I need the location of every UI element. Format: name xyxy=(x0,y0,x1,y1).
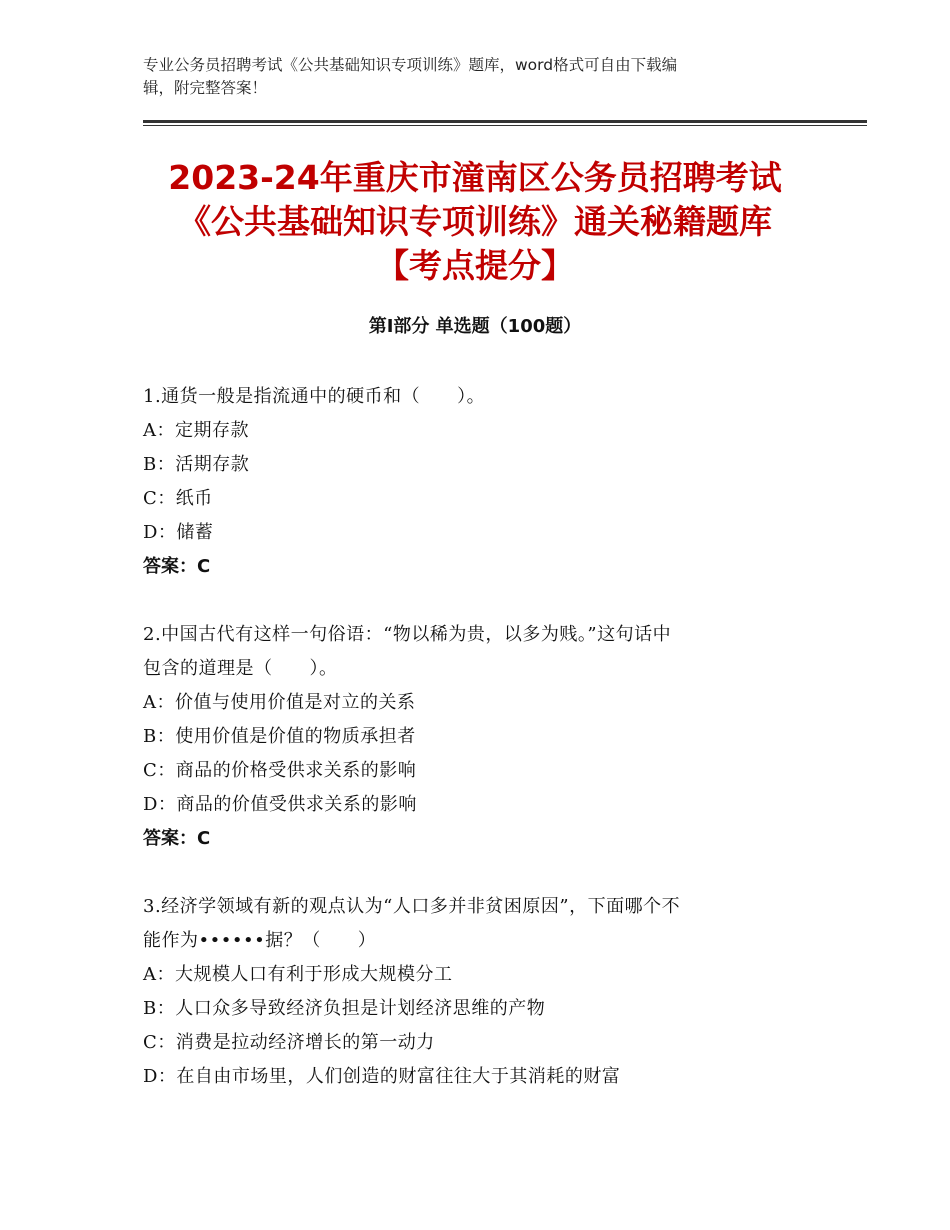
option-a: A：大规模人口有利于形成大规模分工 xyxy=(143,964,453,985)
option-d: D：在自由市场里，人们创造的财富往往大于其消耗的财富 xyxy=(143,1066,621,1087)
question-text-continued: 能作为••••••据？（ ） xyxy=(143,930,377,951)
option-b: B：使用价值是价值的物质承担者 xyxy=(143,726,416,747)
option-d: D：储蓄 xyxy=(143,522,214,543)
question-text: 2.中国古代有这样一句俗语：“物以稀为贵，以多为贱。”这句话中 xyxy=(143,624,672,645)
header-rule-thick xyxy=(143,120,867,123)
question-text: 3.经济学领域有新的观点认为“人口多并非贫困原因”，下面哪个不 xyxy=(143,896,681,917)
question-1 xyxy=(143,380,803,584)
document-title xyxy=(100,156,850,288)
option-b: B：活期存款 xyxy=(143,454,250,475)
option-d: D：商品的价值受供求关系的影响 xyxy=(143,794,417,815)
header-note-line-2: 辑，附完整答案！ xyxy=(143,79,268,97)
question-spacer xyxy=(143,584,803,618)
question-2 xyxy=(143,618,803,856)
option-a: A：价值与使用价值是对立的关系 xyxy=(143,692,416,713)
header-rule-thin xyxy=(143,125,867,126)
question-list xyxy=(143,380,803,1094)
document-title-line-1: 2023-24年重庆市潼南区公务员招聘考试 xyxy=(168,158,782,197)
question-spacer xyxy=(143,856,803,890)
option-b: B：人口众多导致经济负担是计划经济思维的产物 xyxy=(143,998,546,1019)
document-title-line-2: 《公共基础知识专项训练》通关秘籍题库 xyxy=(178,202,772,241)
question-3 xyxy=(143,890,803,1094)
header-note xyxy=(143,54,803,100)
question-text: 1.通货一般是指流通中的硬币和（ ）。 xyxy=(143,386,486,407)
document-title-line-3: 【考点提分】 xyxy=(376,246,574,285)
section-title: 第Ⅰ部分 单选题（100题） xyxy=(368,316,582,337)
answer: 答案：C xyxy=(143,556,211,577)
header-note-line-1: 专业公务员招聘考试《公共基础知识专项训练》题库，word格式可自由下载编 xyxy=(143,56,678,74)
answer: 答案：C xyxy=(143,828,211,849)
option-c: C：消费是拉动经济增长的第一动力 xyxy=(143,1032,435,1053)
option-c: C：纸币 xyxy=(143,488,213,509)
option-c: C：商品的价格受供求关系的影响 xyxy=(143,760,417,781)
question-text-continued: 包含的道理是（ ）。 xyxy=(143,658,338,679)
option-a: A：定期存款 xyxy=(143,420,249,441)
